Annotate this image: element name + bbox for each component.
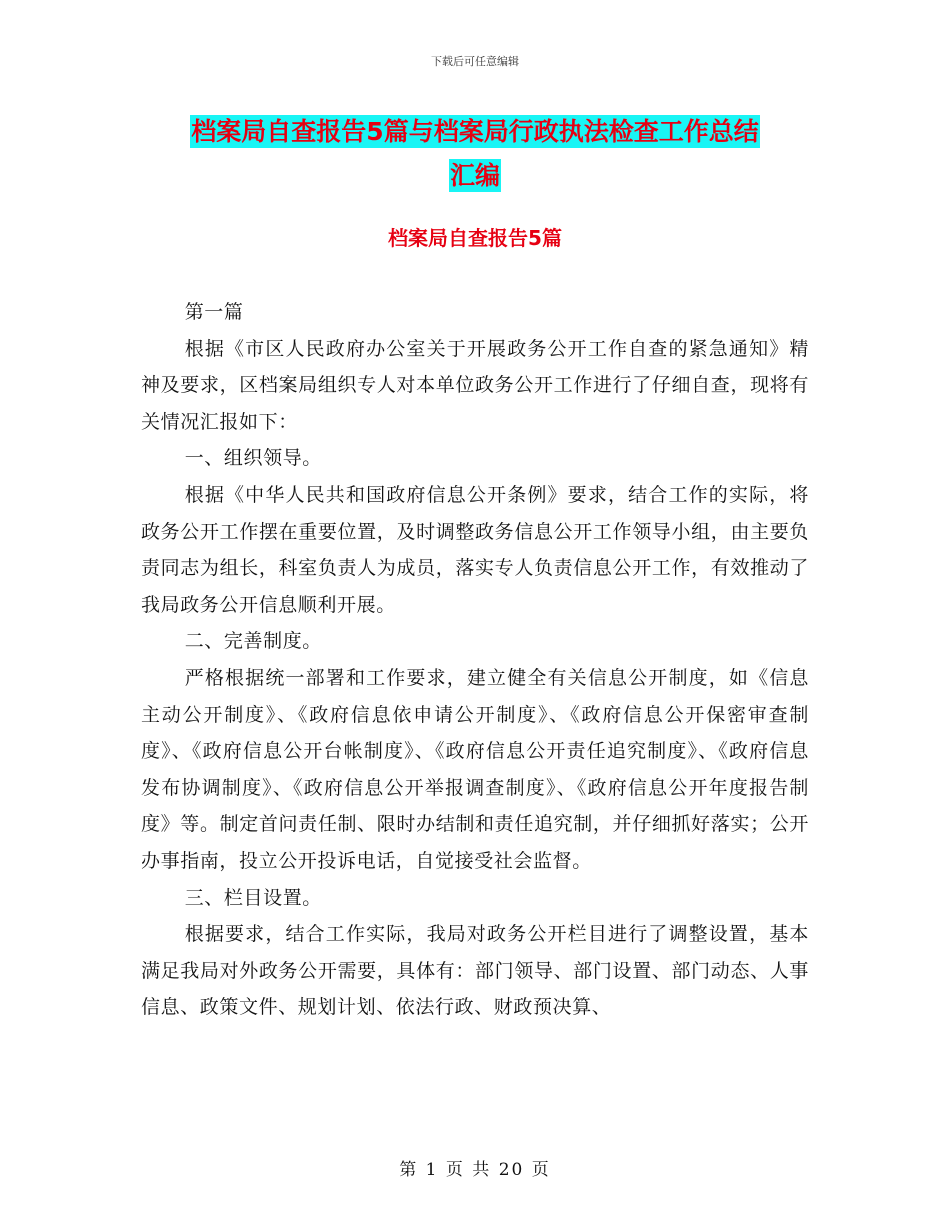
- paragraph: 根据要求，结合工作实际，我局对政务公开栏目进行了调整设置，基本满足我局对外政务公开需要，具体有：部门领导、部门设置、部门动态、人事信息、政策文件、规划计划、依法行政、财政预决算、: [141, 923, 809, 1019]
- title-line-1: 档案局自查报告5篇与档案局行政执法检查工作总结: [191, 117, 759, 146]
- document-title: [0, 110, 950, 198]
- page-header-note: 下载后可任意编辑: [431, 55, 519, 68]
- document-body: [141, 294, 809, 1026]
- paragraph-heading: 二、完善制度。: [184, 630, 322, 653]
- section-title: 档案局自查报告5篇: [388, 226, 562, 250]
- paragraph-heading: 三、栏目设置。: [184, 886, 322, 909]
- title-line-2: 汇编: [449, 161, 500, 190]
- paragraph: 根据《中华人民共和国政府信息公开条例》要求，结合工作的实际，将政务公开工作摆在重要位置，及时调整政务信息公开工作领导小组，由主要负责同志为组长，科室负责人为成员，落实专人负责信息公开工作，有效推动了我局政务公开信息顺利开展。: [141, 483, 809, 616]
- paragraph: 根据《市区人民政府办公室关于开展政务公开工作自查的紧急通知》精神及要求，区档案局组织专人对本单位政务公开工作进行了仔细自查，现将有关情况汇报如下：: [141, 337, 809, 433]
- paragraph-heading: 一、组织领导。: [184, 447, 322, 470]
- page-number: 第 1 页 共 20 页: [399, 1160, 551, 1180]
- paragraph-part-label: 第一篇: [184, 301, 244, 323]
- paragraph: 严格根据统一部署和工作要求，建立健全有关信息公开制度，如《信息主动公开制度》、《政府信息依申请公开制度》、《政府信息公开保密审查制度》、《政府信息公开台帐制度》、《政府信息公开责任追究制度》、《政府信息发布协调制度》、《政府信息公开举报调查制度》、《政府信息公开年度报告制度》等。制定首问责任制、限时办结制和责任追究制，并仔细抓好落实；公开办事指南，投立公开投诉电话，自觉接受社会监督。: [141, 666, 809, 872]
